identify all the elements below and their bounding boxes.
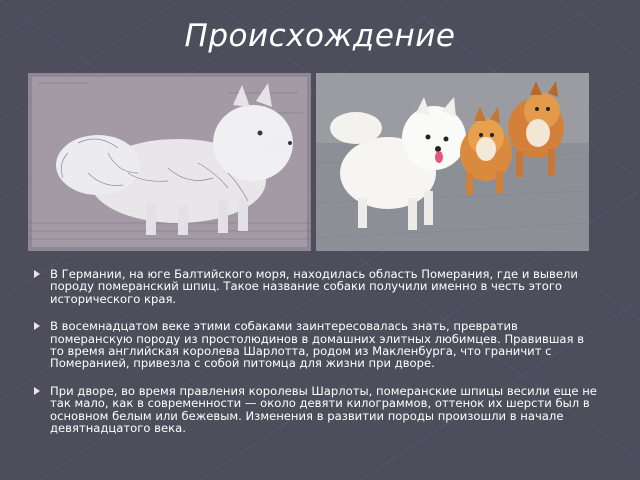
bullet-text-1: В Германии, на юге Балтийского моря, находилась область Померания, где и вывели породу померанский шпиц. Такое название собаки получили именно в честь этого исторического края. [50,267,578,306]
pomeranians-photo [316,73,589,251]
slide-title: Происхождение [184,18,456,54]
bullet-arrow-icon [34,387,40,395]
bullet-item-1 [34,268,599,305]
bullet-item-2 [34,320,599,370]
bullet-item-3 [34,385,599,435]
bullet-arrow-icon [34,322,40,330]
bullet-list [34,268,599,449]
bullet-text-2: В восемнадцатом веке этими собаками заинтересовалась знать, превратив померанскую породу из простолюдинов в домашних элитных любимцев. Правившая в то время английская королева Шарлотта, родом из Макленбурга, что граничит с Померанией, привезла с собой питомца для жизни при дворе. [50,319,585,371]
bullet-arrow-icon [34,270,40,278]
engraving-image [28,73,311,251]
bullet-text-3: При дворе, во время правления королевы Шарлоты, померанские шпицы весили еще не так мало, как в современности — около девяти килограммов, оттенок их шерсти был в основном белым или бежевым. Изменения в развитии породы произошли в начале девятнадцатого века. [50,383,597,436]
